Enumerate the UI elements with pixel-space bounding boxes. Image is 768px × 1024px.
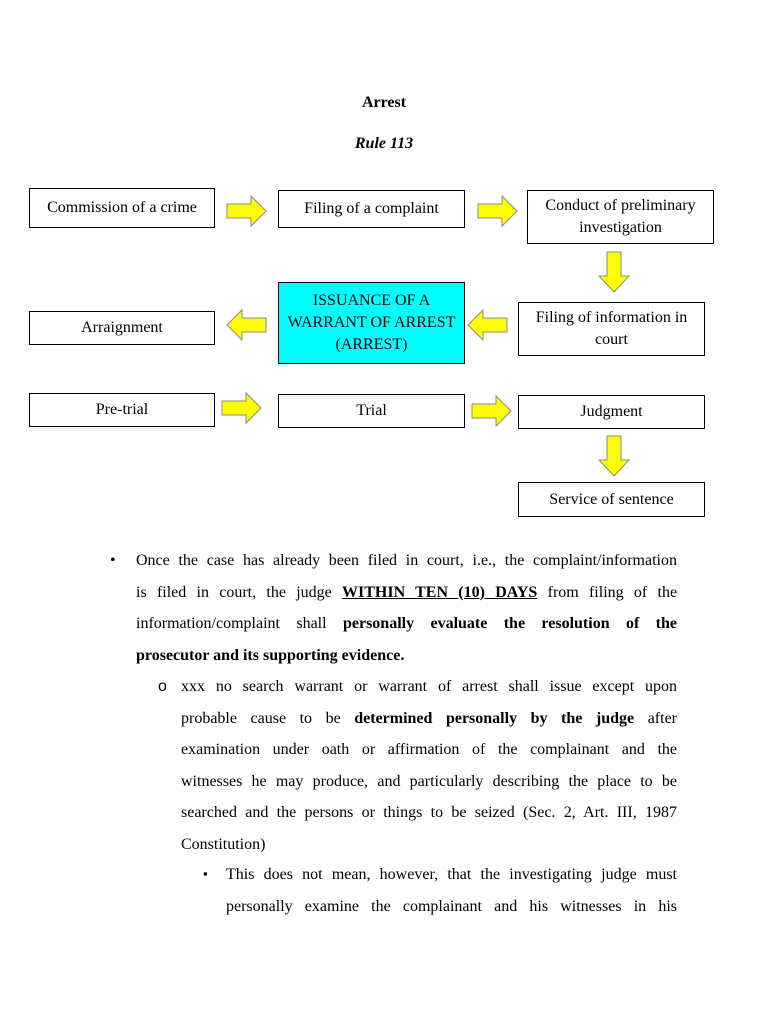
box-label: Pre-trial [95, 401, 149, 418]
text-line: searched and the persons or things to be seized (Sec. 2, Art. III, 1987 [181, 804, 677, 821]
box-arraignment [29, 311, 215, 345]
text-line: xxx no search warrant or warrant of arrest shall issue except upon [181, 678, 677, 695]
paragraph-investigating-judge [226, 859, 677, 922]
box-judgment [518, 395, 705, 429]
text-run: probable cause to be [181, 709, 341, 727]
text-run: information/complaint shall [136, 615, 327, 632]
text-line [136, 640, 677, 672]
arrow-right-icon [478, 196, 518, 226]
box-label: Service of sentence [549, 490, 674, 508]
box-pre-trial [29, 393, 215, 427]
text-line: personally examine the complainant and his witnesses in his [226, 897, 677, 915]
paragraph-constitution-provision [181, 671, 677, 860]
bullet-square-icon: ▪ [203, 866, 208, 881]
box-preliminary-investigation [527, 190, 714, 244]
bullet-circle-icon: o [158, 678, 167, 695]
arrow-left-icon [468, 310, 508, 340]
text-run: after [647, 709, 678, 727]
text-line: Once the case has already been filed in court, i.e., the complaint/information [136, 552, 677, 569]
text-line [181, 703, 677, 735]
box-trial [278, 394, 465, 428]
box-label: Conduct of preliminary investigation [545, 197, 696, 236]
box-commission-of-crime [29, 188, 215, 228]
text-line: Constitution) [181, 835, 266, 853]
box-label: Trial [356, 402, 387, 419]
bullet-disc-icon: • [110, 552, 116, 569]
emphasis-personally-evaluate: personally evaluate the resolution of the [342, 615, 678, 632]
box-filing-of-information [518, 302, 705, 356]
arrow-right-icon [227, 196, 267, 226]
box-issuance-of-warrant [278, 282, 465, 364]
text-run: from filing of the [547, 583, 678, 601]
box-filing-of-complaint [278, 190, 465, 228]
arrow-left-icon [227, 310, 267, 340]
box-label: Filing of a complaint [304, 200, 439, 217]
arrow-down-icon [599, 252, 629, 292]
text-line [136, 577, 677, 609]
box-label: Filing of information in court [535, 309, 688, 348]
document-subtitle: Rule 113 [354, 135, 414, 152]
arrow-right-icon [222, 393, 262, 423]
arrow-down-icon [599, 436, 629, 476]
arrow-right-icon [472, 396, 512, 426]
box-label: Judgment [580, 403, 643, 420]
paragraph-judge-evaluation [136, 545, 677, 671]
box-service-of-sentence [518, 482, 705, 517]
text-line [136, 608, 677, 640]
emphasis-within-ten-days: WITHIN TEN (10) DAYS [342, 583, 538, 601]
emphasis-determined-personally: determined personally by the judge [354, 709, 635, 727]
text-line: This does not mean, however, that the investigating judge must [226, 866, 677, 883]
text-line: witnesses he may produce, and particularly describing the place to be [181, 772, 677, 790]
emphasis-prosecutor-evidence: prosecutor and its supporting evidence. [136, 646, 405, 664]
text-run: is filed in court, the judge [136, 583, 332, 601]
box-label: Commission of a crime [47, 199, 197, 216]
text-line: examination under oath or affirmation of the complainant and the [181, 741, 677, 758]
box-label: ISSUANCE OF A WARRANT OF ARREST (ARREST) [287, 292, 456, 353]
box-label: Arraignment [81, 319, 163, 336]
document-title: Arrest [361, 94, 407, 111]
